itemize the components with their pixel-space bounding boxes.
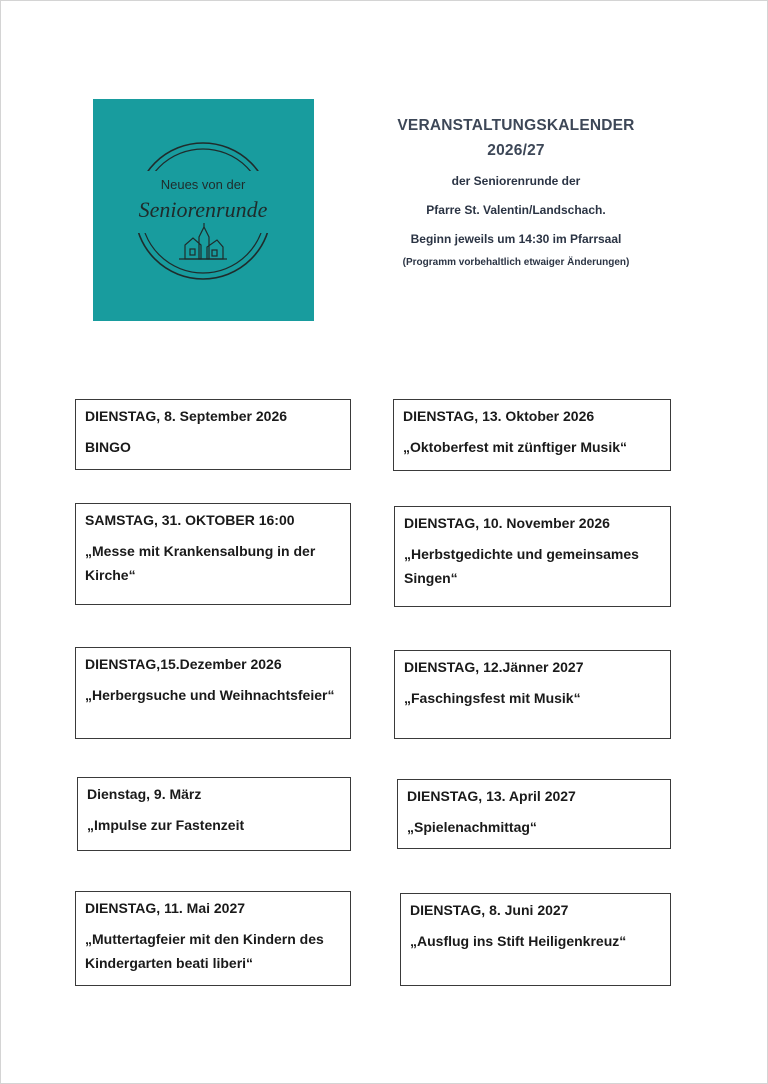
event-title: „Herbergsuche und Weihnachtsfeier“	[85, 687, 335, 703]
event-card	[397, 779, 671, 849]
event-date: DIENSTAG, 8. Juni 2027	[410, 902, 569, 918]
event-title: „Muttertagfeier mit den Kindern des Kindergarten beati liberi“	[85, 931, 324, 971]
subtitle-line-1: der Seniorenrunde der	[451, 174, 581, 188]
event-date: DIENSTAG, 12.Jänner 2027	[404, 659, 584, 675]
event-date: DIENSTAG, 11. Mai 2027	[85, 900, 246, 916]
event-title: „Messe mit Krankensalbung in der Kirche“	[85, 543, 316, 583]
event-title: „Ausflug ins Stift Heiligenkreuz“	[410, 933, 627, 949]
event-card	[75, 647, 351, 739]
subtitle-line-3: Beginn jeweils um 14:30 im Pfarrsaal	[410, 232, 622, 246]
event-title: BINGO	[85, 439, 131, 455]
logo-emblem	[93, 99, 314, 321]
calendar-header	[361, 113, 671, 268]
event-card	[75, 503, 351, 605]
calendar-title	[361, 113, 671, 163]
event-date: Dienstag, 9. März	[87, 786, 202, 802]
event-date: DIENSTAG, 13. April 2027	[407, 788, 576, 804]
logo-line2: Seniorenrunde	[138, 197, 268, 222]
event-date: DIENSTAG, 10. November 2026	[404, 515, 610, 531]
subtitle-line-2: Pfarre St. Valentin/Landschach.	[426, 203, 606, 217]
event-card	[400, 893, 671, 986]
event-date: SAMSTAG, 31. OKTOBER 16:00	[85, 512, 295, 528]
event-title: „Spielenachmittag“	[407, 819, 537, 835]
disclaimer-note: (Programm vorbehaltlich etwaiger Änderungen)	[402, 257, 630, 268]
seniorenrunde-logo	[93, 99, 314, 321]
event-card	[393, 399, 671, 471]
header-subtitle	[361, 167, 671, 254]
event-date: DIENSTAG,15.Dezember 2026	[85, 656, 282, 672]
event-title: „Faschingsfest mit Musik“	[404, 690, 581, 706]
event-card	[75, 399, 351, 470]
title-line-1: VERANSTALTUNGSKALENDER	[397, 117, 635, 134]
event-title: „Herbstgedichte und gemeinsames Singen“	[404, 546, 639, 586]
logo-line1: Neues von der	[160, 177, 246, 192]
event-card	[394, 506, 671, 607]
title-line-2: 2026/27	[487, 142, 545, 159]
event-title: „Oktoberfest mit zünftiger Musik“	[403, 439, 628, 455]
event-title: „Impulse zur Fastenzeit	[87, 817, 245, 833]
event-date: DIENSTAG, 13. Oktober 2026	[403, 408, 595, 424]
event-card	[75, 891, 351, 986]
event-card	[394, 650, 671, 739]
event-date: DIENSTAG, 8. September 2026	[85, 408, 288, 424]
event-card	[77, 777, 351, 851]
